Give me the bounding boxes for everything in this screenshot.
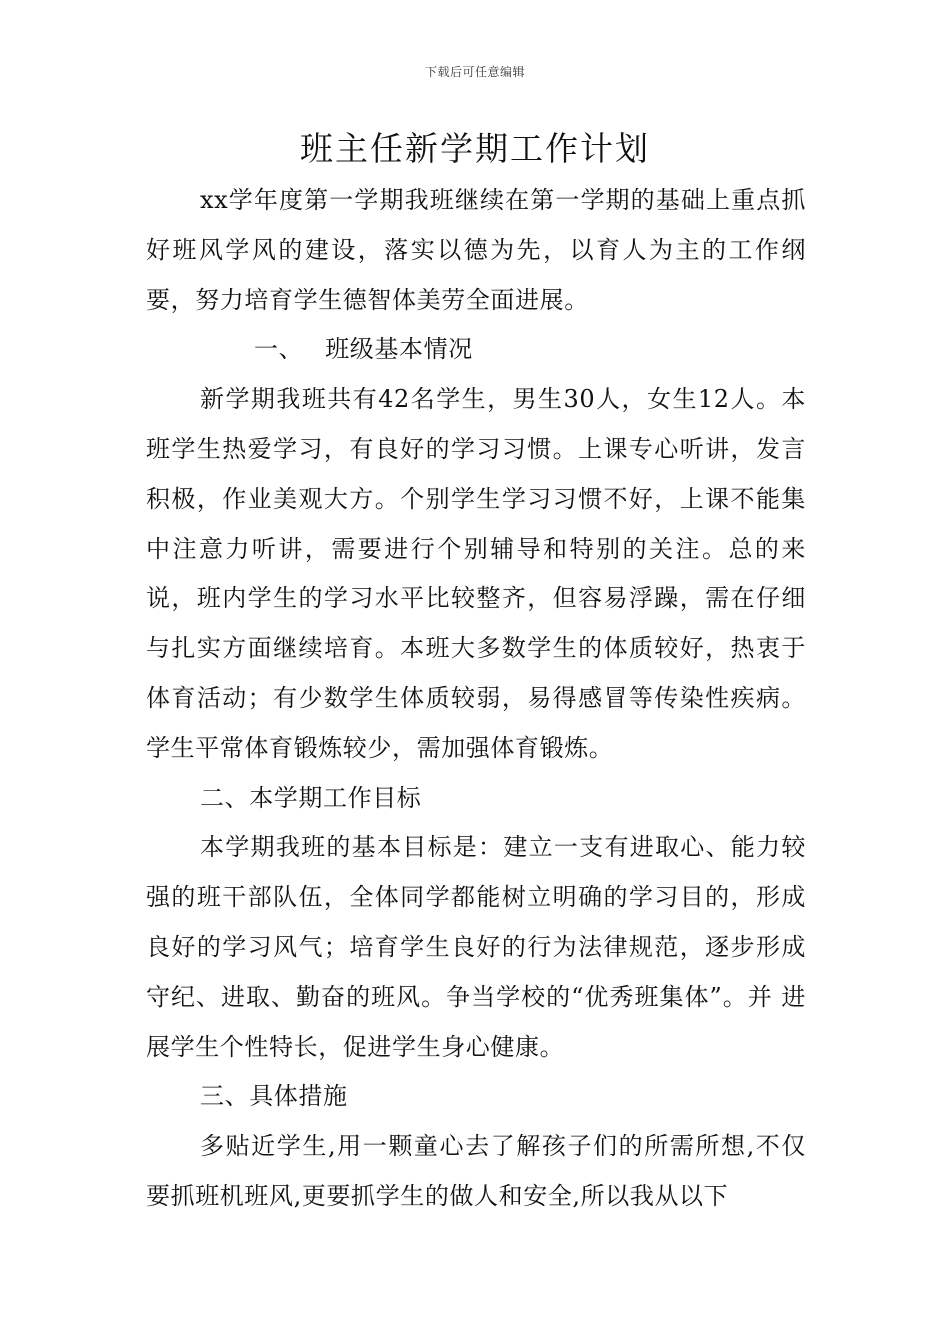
section-heading-2: 二、本学期工作目标	[200, 783, 422, 812]
section-heading-3: 三、具体措施	[200, 1082, 348, 1111]
section-3-paragraph: 多贴近学生,用一颗童心去了解孩子们的所需所想,不仅要抓班机班风,更要抓学生的做人和安全,所以我从以下	[146, 1132, 806, 1210]
section-number-1: 一、	[254, 335, 304, 364]
section-heading-1	[146, 325, 806, 375]
document-title: 班主任新学期工作计划	[300, 129, 650, 168]
section-1-paragraph: 新学期我班共有42名学生，男生30人，女生12人。本班学生热爱学习，有良好的学习习惯。上课专心听讲，发言积极，作业美观大方。个别学生学习习惯不好，上课不能集中注意力听讲，需要进行个别辅导和特别的关注。总的来说，班内学生的学习水平比较整齐，但容易浮躁，需在仔细与扎实方面继续培育。本班大多数学生的体质较好，热衷于体育活动；有少数学生体质较弱，易得感冒等传染性疾病。学生平常体育锻炼较少，需加强体育锻炼。	[146, 385, 806, 762]
header-note: 下载后可任意编辑	[424, 65, 525, 79]
section-heading-1-text: 班级基本情况	[325, 335, 473, 364]
section-2-paragraph: 本学期我班的基本目标是：建立一支有进取心、能力较强的班干部队伍，全体同学都能树立明确的学习目的，形成良好的学习风气；培育学生良好的行为法律规范，逐步形成守纪、进取、勤奋的班风。争当学校的“优秀班集体”。并 进展学生个性特长，促进学生身心健康。	[146, 833, 806, 1061]
intro-paragraph: xx学年度第一学期我班继续在第一学期的基础上重点抓好班风学风的建设，落实以德为先，以育人为主的工作纲要，努力培育学生德智体美劳全面进展。	[146, 186, 806, 314]
document-body	[146, 176, 806, 1222]
